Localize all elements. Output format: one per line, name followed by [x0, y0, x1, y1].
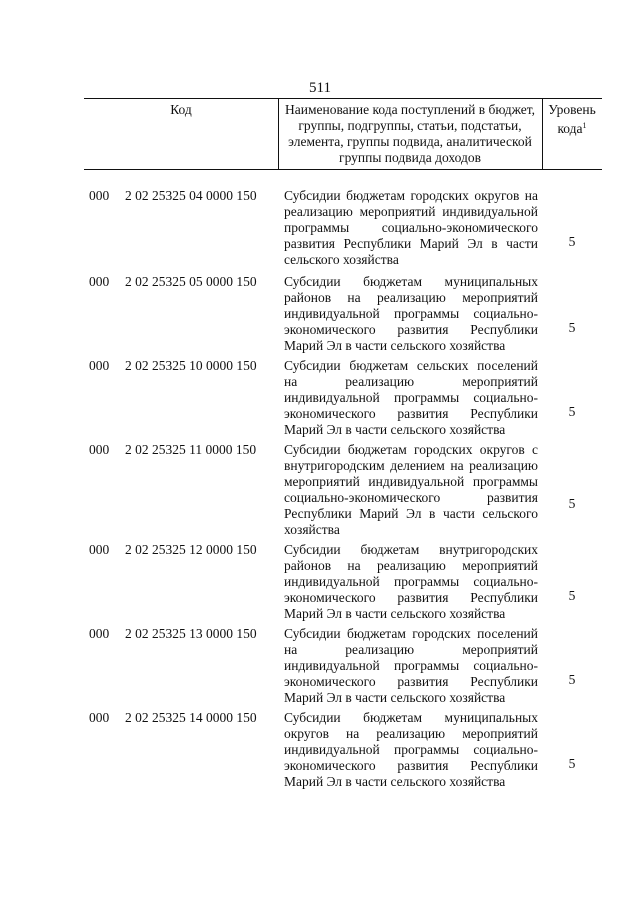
- revenue-name: Субсидии бюджетам городских поселений на реализацию мероприятий индивидуальной программы социально-экономического развития Республики Марий Эл в части сельского хозяйства: [284, 626, 538, 705]
- table-header: [84, 98, 602, 170]
- revenue-name: Субсидии бюджетам муниципальных районов на реализацию мероприятий индивидуальной программы социально-экономического развития Республики Марий Эл в части сельского хозяйства: [284, 274, 538, 353]
- revenue-name: Субсидии бюджетам сельских поселений на реализацию мероприятий индивидуальной программы социально-экономического развития Республики Марий Эл в части сельского хозяйства: [284, 358, 538, 437]
- page-number: 511: [309, 80, 331, 96]
- revenue-code: 2 02 25325 12 0000 150: [125, 542, 257, 557]
- admin-code: 000: [89, 542, 110, 557]
- table-body: [84, 188, 602, 796]
- table-row: [84, 188, 602, 274]
- admin-code: 000: [89, 358, 110, 373]
- admin-code: 000: [89, 442, 110, 457]
- code-level: 5: [568, 320, 576, 335]
- revenue-code: 2 02 25325 14 0000 150: [125, 710, 257, 725]
- revenue-code: 2 02 25325 05 0000 150: [125, 274, 257, 289]
- revenue-name: Субсидии бюджетам городских округов на реализацию мероприятий индивидуальной программы социально-экономического развития Республики Марий Эл в части сельского хозяйства: [284, 188, 538, 267]
- revenue-code: 2 02 25325 04 0000 150: [125, 188, 257, 203]
- revenue-code: 2 02 25325 10 0000 150: [125, 358, 257, 373]
- header-level-label: Уровень кода: [548, 102, 596, 136]
- code-level: 5: [568, 234, 576, 249]
- header-name: [278, 99, 543, 169]
- admin-code: 000: [89, 710, 110, 725]
- table-row: [84, 626, 602, 710]
- revenue-name: Субсидии бюджетам внутригородских районов на реализацию мероприятий индивидуальной программы социально-экономического развития Республики Марий Эл в части сельского хозяйства: [284, 542, 538, 621]
- admin-code: 000: [89, 188, 110, 203]
- revenue-name: Субсидии бюджетам муниципальных округов на реализацию мероприятий индивидуальной программы социально-экономического развития Республики Марий Эл в части сельского хозяйства: [284, 710, 538, 789]
- table-row: [84, 274, 602, 358]
- header-level: [542, 99, 602, 169]
- revenue-code: 2 02 25325 13 0000 150: [125, 626, 257, 641]
- table-row: [84, 542, 602, 626]
- header-name-label: Наименование кода поступлений в бюджет, группы, подгруппы, статьи, подстатьи, элемента, группы подвида, аналитической группы подвида доходов: [284, 102, 535, 165]
- header-level-footnote: 1: [582, 121, 587, 130]
- header-code-label: Код: [170, 102, 192, 117]
- table-row: [84, 442, 602, 542]
- code-level: 5: [568, 588, 576, 603]
- admin-code: 000: [89, 274, 110, 289]
- admin-code: 000: [89, 626, 110, 641]
- code-level: 5: [568, 404, 576, 419]
- code-level: 5: [568, 672, 576, 687]
- table-row: [84, 710, 602, 796]
- header-code: [84, 99, 279, 169]
- revenue-code: 2 02 25325 11 0000 150: [125, 442, 257, 457]
- revenue-name: Субсидии бюджетам городских округов с внутригородским делением на реализацию мероприятий индивидуальной программы социально-экономического развития Республики Марий Эл в части сельского хозяйства: [284, 442, 538, 537]
- table-row: [84, 358, 602, 442]
- code-level: 5: [568, 496, 576, 511]
- code-level: 5: [568, 756, 576, 771]
